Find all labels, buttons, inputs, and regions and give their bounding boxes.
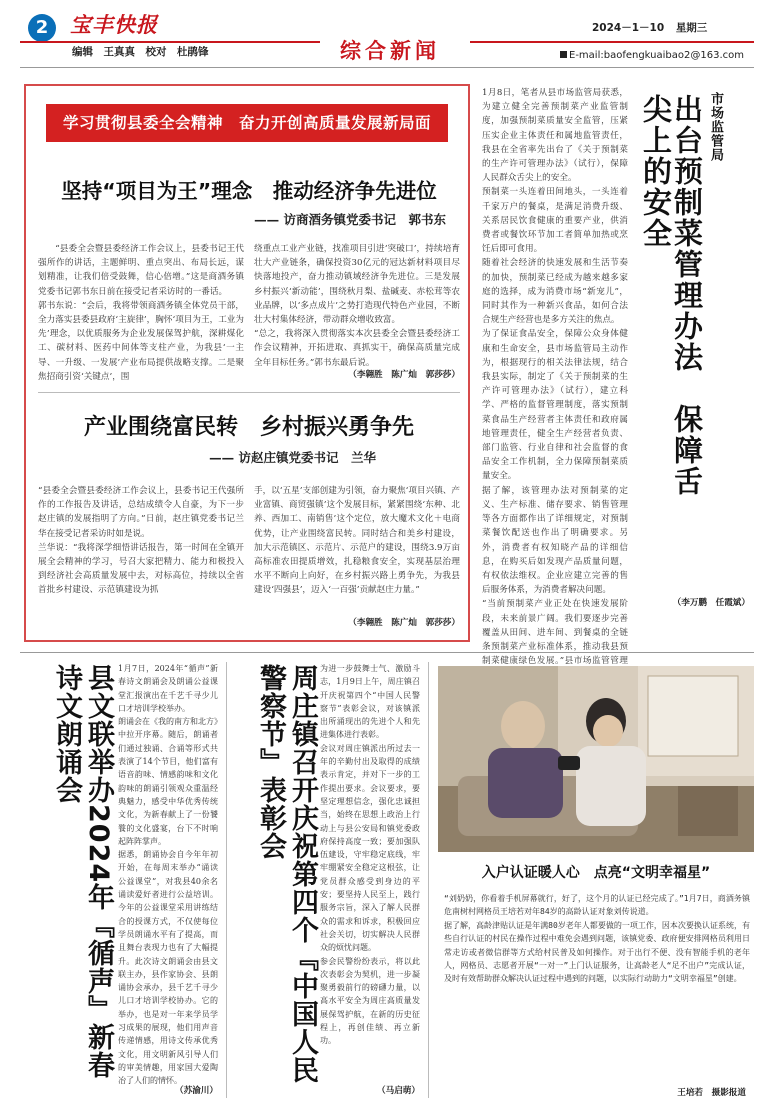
food-article-text-a: 1月8日，笔者从县市场监管局获悉，为建立健全完善预制菜产业监管制度，加强预制菜质量安全监管，压紧压实企业主体责任和属地监管责任，我县在全省率先出台了《关于预制菜的生产许可管理办法》（试行），保障人民群众舌尖上的安全。 预制菜一头连着田间地头，一头连着千家万户的餐桌，是满足消费升级、关系居民饮食健康的重要产业，供消费者或餐饮环节加工者简单加热或烹饪后即可食用。 随着社会经济的快速发展和生活节奏的加快，预制菜已经成为越来越多家庭的选择，成为消费市场“新宠儿”，同时其作为一种新兴食品，如何合法合规生产经营也是多方关注的焦点。 为了保证食品安全，保障公众身体健康和生命安全，县市场监管局主动作为，根据现行的相关法律法规，结合我县实际，制定了《关于预制菜的生产许可管理办法》（试行），建立科学、严格的监督管理制度，落实预制菜食品生产经营者主体责任和政府属地管理责任，健全生产经营者负责、部门监管、行业自律和社会监督的食品安全工作机制，全力保障预制菜质量安全。 据了解，该管理办法对预制菜的定义、生产标准、储存要求、销售管理等各方面都作出了详细规定，对预制菜餐饮配送也作出了明确要求。另外，消费者有权知晓产品的详细信息，在购买后如发现产品质量问题，有权依法维权。企业应建立完善的售后服务体系，为消费者解决问题。 “当前预制菜产业正处在快速发展阶段，未来前景广阔。我们要逐步完善覆盖从田间、进车间、到餐桌的全链条预制菜产业标准体系，推动我县预制菜健康绿色发展。”县市场监管管理 <box>482 88 628 667</box>
poetry-credit: （苏渝川） <box>175 1086 218 1096</box>
section-title: 综合新闻 <box>340 39 440 63</box>
article2-col2-text: 手，以‘五星’支部创建为引领，奋力聚焦‘项目兴镇、产业富镇、商贸强镇’这个发展目标，紧紧围绕‘东种、北养、西加工、南销售’这个定位，放大魔术文化＋电商优势，让产业围绕富民转。同时结合和美乡村建设，加大示范镇区、示范片、示范户的建设，围绕3.9万亩高标准农田提质增效，扎稳粮食安全，实现基层治理水平不断向上向好，在乡村振兴路上勇争先，为我县建设‘四强县’，迈入‘一百强’贡献赵庄力量。” <box>254 486 460 596</box>
email-line <box>560 49 760 63</box>
article2-col1-text: “县委全会暨县委经济工作会议上，县委书记王代强所作的工作报告及讲话，总结成绩令人自豪，为下一步赵庄镇的发展指明了方向。”日前，赵庄镇党委书记兰华在接受记者采访时如是说。 兰华说：“我将深学细悟讲话报告，第一时间在全镇开展全会精神的学习，号召大家把精力、能力和极投入到经济社会高质量发展中去，对标高位，持续以全省首批乡村建设、示范镇建设为抓 <box>38 486 244 596</box>
feature-banner-text: 学习贯彻县委全会精神 奋力开创高质量发展新局面 <box>62 114 431 132</box>
email-text: E-mail:baofengkuaibao2@163.com <box>569 50 744 61</box>
article1-credit: （李翱胜 陈广灿 郭莎莎） <box>348 370 460 380</box>
article2-col2 <box>254 484 460 616</box>
mid-rule <box>20 652 754 653</box>
page-number: 2 <box>35 17 49 38</box>
email-icon <box>560 51 567 58</box>
police-body-text: 为进一步鼓舞士气、激励斗志，1月9日上午，周庄镇召开庆祝第四个“中国人民警察节”表彰会议，对该镇派出所涌现出的先进个人和先进集体进行表彰。 会议对周庄镇派出所过去一年的辛勤付出及取得的成绩表示肯定，并对下一步的工作提出要求。会议要求，要坚定理想信念，强化忠诚担当，始终在思想上政治上行动上与县公安局和镇党委政府保持高度一致；要加强队伍建设，守牢稳定底线，牢牢绷紧安全稳定这根弦，让党员群众感受到身边的平安；要坚持人民至上，践行服务宗旨，深入了解人民群众的需求和诉求，积极回应社会关切，切实解决人民群众的烦忧问题。 参会民警纷纷表示，将以此次表彰会为契机，进一步凝聚勇毅前行的磅礴力量，以高水平安全为周庄高质量发展保驾护航，在新的历史征程上，再创佳绩、再立新功。 <box>320 664 420 1046</box>
issue-date <box>592 20 762 36</box>
food-article-kicker: 市场监管局 <box>708 92 723 162</box>
article1-title: 坚持“项目为王”理念 推动经济争先进位 <box>61 179 437 203</box>
date-text: 2024－1－10 <box>592 22 665 34</box>
poetry-body <box>118 662 218 1084</box>
article1-col2-text: 绕重点工业产业链，找准项目引进‘突破口’，持续培育壮大产业链条，确保投资30亿元的冠达新材料项目尽快落地投产，奋力推动镇域经济争先进位。三是发展乡村振兴‘新动能’，围绕秋月梨、盐碱麦、赤松茸等农业品牌，以‘多点成片’之势打造现代特色产业园，不断壮大村集体经济，带动群众增收致富。 “总之，我将深入贯彻落实本次县委全会暨县委经济工作会议精神，开拓进取、真抓实干，确保高质量完成全年目标任务。”郭书东最后说。 <box>254 244 460 368</box>
header-rule-right <box>470 41 754 43</box>
photo-article-text: “刘奶奶，你看着手机屏幕就行，好了，这个月的认证已经完成了。”1月7日，商酒务镇危南树村网格员王培若对年84岁的高龄认证对象刘传说道。 据了解，高龄津贴认证是年满80岁老年人都要做的一项工作，因本次要换认证系统，有些自行认证的村民在操作过程中难免会遇到问题，该镇党委、政府便安排网格员利用日常走访或者微信群等方式给村民普及如何操作。对于出行不便、没有智能手机的老年人，网格员、志愿者开展“一对一”上门认证服务，让高龄老人“足不出户”完成认证，及时有效帮助群众解决认证过程中遇到的问题，以实际行动助力“文明幸福星”创建。 <box>444 894 750 984</box>
photo-article-title: 入户认证暖人心 点亮“文明幸福星” <box>481 865 711 881</box>
bottom-divider-1 <box>226 662 227 1098</box>
bottom-divider-2 <box>428 662 429 1098</box>
header-rule <box>20 41 320 43</box>
food-article-headline: 出台预制菜管理办法 保障舌尖上的安全 <box>639 94 704 497</box>
photo-article-body <box>444 892 750 1088</box>
staff-line: 编辑 王真真 校对 杜鹃锋 <box>72 46 209 58</box>
page-number-badge <box>28 14 56 42</box>
photo-article-credit: 王培若 摄影报道 <box>677 1088 746 1098</box>
feature-box <box>24 84 470 642</box>
photo-illustration <box>438 666 754 852</box>
article2-title: 产业围绕富民转 乡村振兴勇争先 <box>83 415 414 440</box>
food-article-credit: （李万鹏 任霞斌） <box>672 598 750 608</box>
weekday-text: 星期三 <box>675 22 708 34</box>
article1-col2 <box>254 242 460 368</box>
article2-subtitle: —— 访赵庄镇党委书记 兰华 <box>209 450 376 465</box>
poetry-body-text: 1月7日，2024年“循声”新春诗文朗诵会及朗诵公益课堂汇报演出在千艺千寻少儿口才培训学校举办。 朗诵会在《我的南方和北方》中拉开序幕。随后，朗诵者们通过独诵、合诵等形式共表演了14个节目，他们富有语音韵味、情感韵味和文化韵味的朗诵引领观众重温经典魅力，感受中华优秀传统文化，为新春献上了一份饕餮的文化盛宴，台下不时响起阵阵掌声。 据悉，朗诵协会自今年年初开始，在每周末举办“诵读公益课堂”，对我县40余名诵读爱好者进行公益培训。今年的公益课堂采用讲练结合的授课方式，不仅使每位学员朗诵水平有了提高，而且舞台表现力也有了大幅提升。此次诗文朗诵会由县文联主办，县作家协会、县朗诵协会承办，县千艺千寻少儿口才培训学校协办。它的举办，也是对一年来学员学习成果的展现，他们用声音传递情感，用诗文传承优秀文化，用文明新风引导人们的审美情趣，用家国大爱陶冶了人们的情怀。 <box>118 664 218 1086</box>
news-photo <box>438 666 754 852</box>
feature-banner <box>46 104 448 142</box>
article2-col1 <box>38 484 244 632</box>
police-body <box>320 662 420 1084</box>
masthead-text: 宝丰快报 <box>70 12 158 37</box>
article2-credit: （李翱胜 陈广灿 郭莎莎） <box>348 618 460 628</box>
police-headline: 周庄镇召开庆祝第四个『中国人民警察节』表彰会 <box>255 664 318 1084</box>
article1-col1-text: “县委全会暨县委经济工作会议上，县委书记王代强所作的讲话，主题鲜明、重点突出、布局长远，谋划精准，让我们倍受鼓舞，信心倍增。”这是商酒务镇党委书记郭书东日前在接受记者采访时的一番话。 郭书东说：“会后，我将带领商酒务镇全体党员干部，全力落实县委县政府‘主旋律’，胸怀‘项目为王，工业为先’理念，以优质服务为企业发展保驾护航，深耕煤化工、碳材料、医药中间体等支柱产业，为我县‘一主导、一升级、一发展’产业布局提供战略支撑。二是聚焦招商引资‘关键点’，围 <box>38 244 244 382</box>
food-article-body <box>482 86 628 667</box>
police-credit: （马启萌） <box>377 1086 420 1096</box>
article1-subtitle: —— 访商酒务镇党委书记 郭书东 <box>254 212 446 227</box>
page-header <box>0 0 772 70</box>
article1-col1 <box>38 242 244 384</box>
header-bottom-rule <box>20 67 754 68</box>
poetry-headline: 县文联举办2024年『循声』新春诗文朗诵会 <box>51 664 114 1080</box>
feature-divider <box>38 392 460 393</box>
masthead-logo <box>70 10 180 40</box>
